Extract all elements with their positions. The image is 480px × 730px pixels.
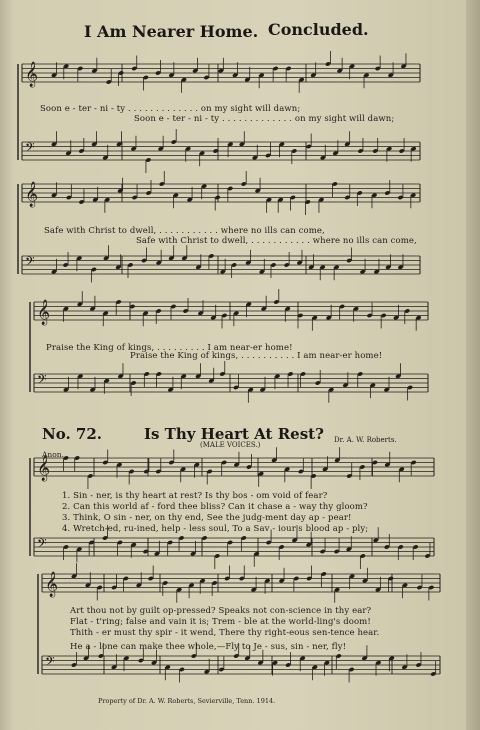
bass-clef-symbol: 𝄢	[37, 536, 47, 554]
treble-clef-symbol: 𝄞	[37, 300, 51, 325]
copyright-footer: Property of Dr. A. W. Roberts, Sevierville, Tenn. 1914.	[98, 697, 276, 705]
song-title: Is Thy Heart At Rest?	[144, 425, 324, 443]
treble-clef-symbol: 𝄞	[25, 182, 39, 207]
treble-clef-symbol: 𝄞	[25, 62, 39, 87]
verse-line: 3. Think, O sin - ner, on thy end, See the judg-ment day ap - pear!	[62, 513, 352, 523]
song-title: I Am Nearer Home.	[84, 22, 259, 41]
bass-clef-symbol: 𝄢	[25, 140, 35, 158]
bass-clef-symbol: 𝄢	[37, 372, 47, 390]
verse-line: 1. Sin - ner, is thy heart at rest? Is thy bos - om void of fear?	[62, 491, 328, 501]
bass-clef-symbol: 𝄢	[25, 254, 35, 272]
lyric-line: Safe with Christ to dwell, . . . . . . . . . . . where no ills can come,	[44, 226, 325, 236]
hymn-number: No. 72.	[42, 425, 102, 443]
verse-line: Flat - t'ring; false and vain it is; Trem - ble at the world-ling's doom!	[70, 617, 371, 627]
verse-line: He a - lone can make thee whole,—Fly to Je - sus, sin - ner, fly!	[70, 642, 347, 652]
verse-line: Thith - er must thy spir - it wend, There thy right-eous sen-tence hear.	[70, 628, 380, 638]
lyric-line: Soon e - ter - ni - ty . . . . . . . . . . . . . on my sight will dawn;	[40, 104, 301, 114]
lyricist-credit: Anon.	[42, 450, 64, 459]
composer-credit: Dr. A. W. Roberts.	[334, 436, 397, 444]
treble-clef-symbol: 𝄞	[37, 456, 51, 481]
verse-line: 4. Wretch-ed, ru-ined, help - less soul, To a Sav - iour's blood ap - ply;	[62, 524, 369, 534]
song-concluded-label: Concluded.	[268, 20, 369, 39]
voices-note: (MALE VOICES.)	[200, 441, 261, 449]
verse-line: Art thou not by guilt op-pressed? Speaks not con-science in thy ear?	[70, 606, 372, 616]
lyric-line: Praise the King of kings, . . . . . . . . . I am near-er home!	[46, 343, 293, 353]
bass-clef-symbol: 𝄢	[45, 654, 55, 672]
verse-line: 2. Can this world af - ford thee bliss? Can it chase a - way thy gloom?	[62, 502, 368, 512]
lyric-line: Safe with Christ to dwell, . . . . . . . . . . . where no ills can come,	[136, 236, 417, 246]
treble-clef-symbol: 𝄞	[45, 572, 59, 597]
lyric-line: Praise the King of kings, . . . . . . . . . . I am near-er home!	[130, 351, 383, 361]
lyric-line: Soon e - ter - ni - ty . . . . . . . . . . . . . on my sight will dawn;	[134, 114, 395, 124]
